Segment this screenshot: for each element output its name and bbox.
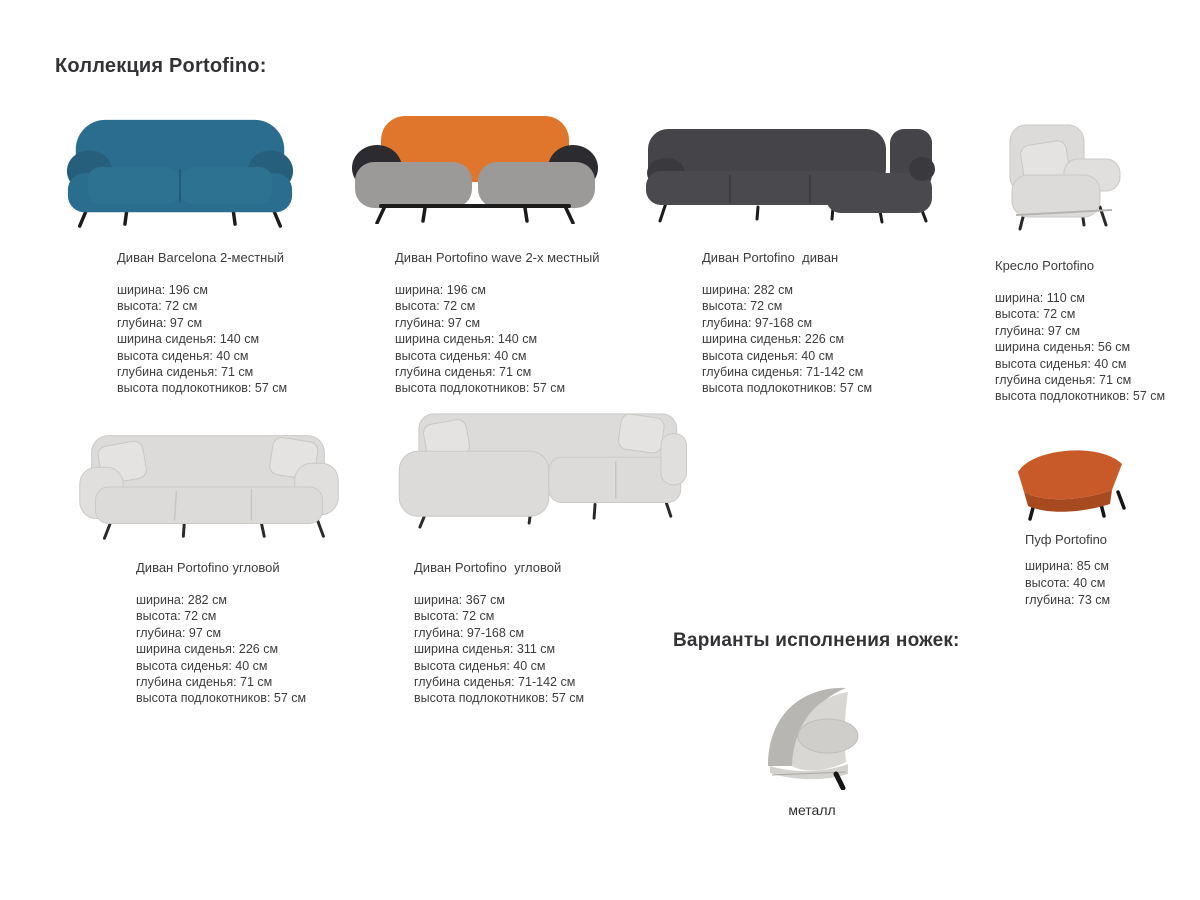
spec-line: глубина сиденья: 71 см — [995, 373, 1132, 388]
spec-line: ширина: 282 см — [136, 593, 227, 607]
spec-line: ширина сиденья: 226 см — [136, 642, 279, 657]
product-info-pouf — [1025, 532, 1110, 609]
spec-line: глубина сиденья: 71 см — [136, 675, 273, 690]
product-name: Диван Barcelona 2-местный — [117, 250, 284, 265]
spec-line: глубина: 97 см — [995, 323, 1081, 338]
spec-line: ширина: 282 см — [702, 283, 793, 297]
product-info-armchair — [995, 258, 1165, 405]
product-info-divan — [702, 250, 872, 397]
portofino-wave-illustration — [344, 112, 606, 224]
spec-line: высота сиденья: 40 см — [136, 658, 268, 673]
product-name: Диван Portofino диван — [702, 250, 839, 265]
spec-line: высота: 72 см — [136, 609, 217, 624]
spec-line: глубина сиденья: 71-142 см — [414, 675, 576, 690]
armchair-illustration — [984, 118, 1126, 234]
page-title: Коллекция Portofino: — [55, 55, 267, 77]
spec-line: глубина сиденья: 71 см — [117, 365, 254, 380]
spec-line: высота: 72 см — [995, 307, 1076, 322]
legs-section-title: Варианты исполнения ножек: — [673, 630, 960, 651]
portofino-divan-illustration — [638, 124, 936, 226]
product-specs — [414, 592, 584, 707]
product-image-portofino-uglovoy-1 — [64, 424, 352, 544]
spec-line: ширина: 196 см — [117, 283, 208, 297]
spec-line: ширина: 85 см — [1025, 559, 1109, 573]
portofino-uglovoy2-illustration — [383, 408, 691, 530]
product-image-pouf — [1000, 434, 1136, 522]
product-name: Пуф Portofino — [1025, 532, 1108, 547]
spec-line: глубина сиденья: 71 см — [395, 365, 532, 380]
spec-line: высота: 72 см — [414, 609, 495, 624]
barcelona-sofa-illustration — [52, 112, 308, 230]
product-info-uglovoy-1 — [136, 560, 306, 707]
product-image-armchair — [984, 118, 1126, 234]
pouf-illustration — [1000, 434, 1136, 522]
metal-leg-illustration — [756, 674, 868, 790]
product-specs — [995, 290, 1165, 405]
spec-line: ширина сиденья: 56 см — [995, 340, 1131, 355]
spec-line: глубина: 97-168 см — [702, 315, 813, 330]
spec-line: высота: 72 см — [117, 299, 198, 314]
leg-variant-label-metal: металл — [788, 802, 836, 818]
spec-line: ширина: 196 см — [395, 283, 486, 297]
product-specs — [395, 282, 600, 397]
spec-line: глубина: 97 см — [136, 625, 222, 640]
spec-line: глубина: 97 см — [395, 315, 481, 330]
product-name: Диван Portofino угловой — [414, 560, 562, 575]
spec-line: высота подлокотников: 57 см — [395, 381, 566, 396]
spec-line: ширина: 110 см — [995, 291, 1085, 305]
product-name: Кресло Portofino — [995, 258, 1095, 273]
spec-line: ширина сиденья: 226 см — [702, 332, 845, 347]
product-name: Диван Portofino wave 2-х местный — [395, 250, 600, 265]
spec-line: высота: 72 см — [702, 299, 783, 314]
spec-line: высота подлокотников: 57 см — [702, 381, 873, 396]
product-specs — [702, 282, 872, 397]
spec-line: высота сиденья: 40 см — [414, 658, 546, 673]
product-info-wave — [395, 250, 600, 397]
product-specs — [1025, 558, 1110, 609]
spec-line: высота подлокотников: 57 см — [117, 381, 288, 396]
leg-variant-image-metal — [756, 674, 868, 790]
spec-line: глубина: 73 см — [1025, 593, 1111, 607]
product-info-barcelona — [117, 250, 287, 397]
spec-line: высота сиденья: 40 см — [117, 348, 249, 363]
product-image-portofino-divan — [638, 124, 936, 226]
spec-line: высота: 40 см — [1025, 576, 1106, 590]
spec-line: высота подлокотников: 57 см — [414, 691, 585, 706]
spec-line: ширина сиденья: 140 см — [117, 332, 260, 347]
portofino-uglovoy-illustration — [64, 424, 352, 544]
spec-line: высота: 72 см — [395, 299, 476, 314]
spec-line: высота сиденья: 40 см — [995, 356, 1127, 371]
product-name: Диван Portofino угловой — [136, 560, 280, 575]
spec-line: глубина: 97 см — [117, 315, 203, 330]
product-specs — [136, 592, 306, 707]
spec-line: высота сиденья: 40 см — [395, 348, 527, 363]
product-info-uglovoy-2 — [414, 560, 584, 707]
spec-line: ширина сиденья: 140 см — [395, 332, 538, 347]
product-image-portofino-wave — [344, 112, 606, 224]
spec-line: высота подлокотников: 57 см — [995, 389, 1166, 404]
product-specs — [117, 282, 287, 397]
spec-line: ширина сиденья: 311 см — [414, 642, 556, 657]
spec-line: ширина: 367 см — [414, 593, 505, 607]
spec-line: глубина: 97-168 см — [414, 625, 525, 640]
spec-line: высота подлокотников: 57 см — [136, 691, 307, 706]
product-image-barcelona-sofa — [52, 112, 308, 230]
spec-line: глубина сиденья: 71-142 см — [702, 365, 864, 380]
spec-line: высота сиденья: 40 см — [702, 348, 834, 363]
product-image-portofino-uglovoy-2 — [383, 408, 691, 530]
